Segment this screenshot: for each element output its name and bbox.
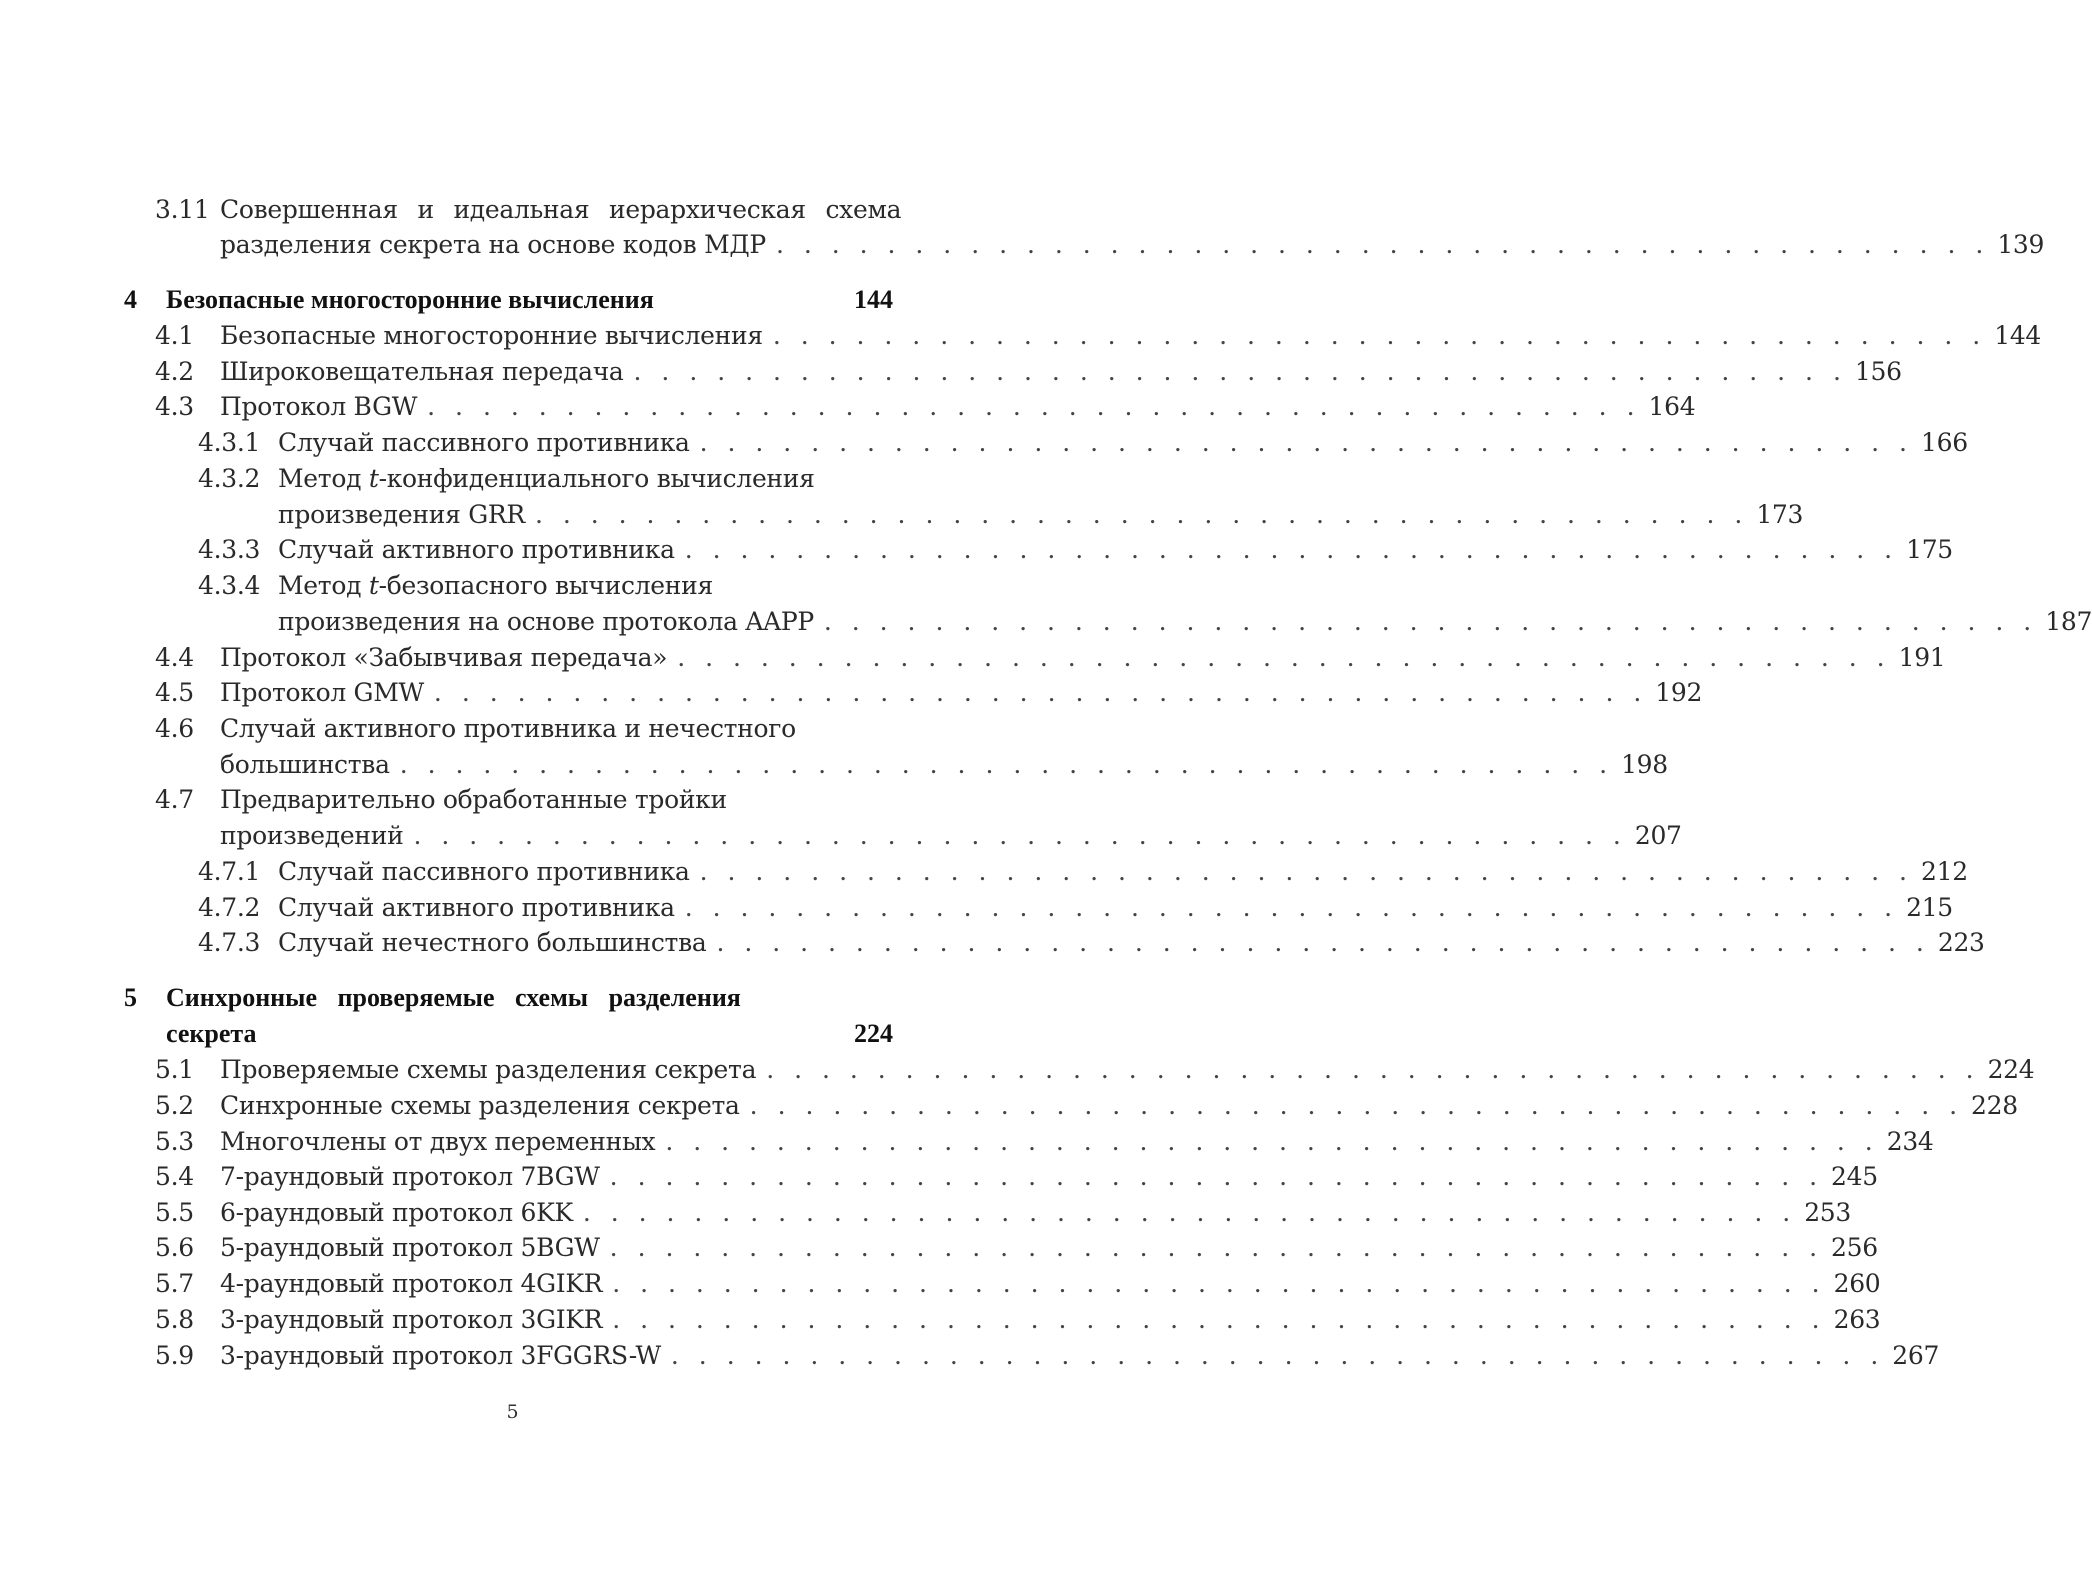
section-number: 4.4 [155,643,194,672]
toc-entry-4-5[interactable] [155,675,1703,711]
section-title: Случай активного противника [278,893,675,922]
chapter-title: Безопасные многосторонние вычисления [166,285,654,314]
section-number: 4.6 [155,714,194,743]
toc-entry-4-3-4-line1 [198,568,893,604]
toc-entry-4-3-3[interactable] [198,532,1953,568]
page-number: 212 [1921,857,1968,886]
section-number: 5.1 [155,1055,194,1084]
section-title: Случай пассивного противника [278,428,690,457]
dot-leader: . . . . . . . . . . . . . . . . . . . . . . . . . . . . . . . . . . . . . . . . . . . . [766,1055,1980,1084]
section-title: Случай активного противника [278,535,675,564]
section-title: 5-раундовый протокол 5BGW [220,1233,600,1262]
dot-leader: . . . . . . . . . . . . . . . . . . . . . . . . . . . . . . . . . . . . . . . . . . . . [413,821,1627,850]
section-title: Случай нечестного большинства [278,928,707,957]
section-title-cont: произведения GRR [278,500,525,529]
toc-chapter-4[interactable] [124,282,893,318]
page-number: 198 [1621,750,1668,779]
section-number: 5.4 [155,1162,194,1191]
page-number: 144 [1994,321,2042,350]
dot-leader: . . . . . . . . . . . . . . . . . . . . . . . . . . . . . . . . . . . . . . . . . . . . [823,607,2038,636]
dot-leader: . . . . . . . . . . . . . . . . . . . . . . . . . . . . . . . . . . . . . . . . . . . . [427,392,1641,421]
section-title: 3-раундовый протокол 3FGGRS-W [220,1341,661,1370]
toc-entry-5-9[interactable] [155,1338,1940,1374]
toc-entry-5-7[interactable] [155,1266,1881,1302]
toc-entry-4-7-line1 [155,782,893,818]
toc-entry-4-7-line2[interactable] [220,818,1682,854]
dot-leader: . . . . . . . . . . . . . . . . . . . . . . . . . . . . . . . . . . . . . . . . . . . . [684,535,1899,564]
toc-entry-4-6-line1 [155,711,893,747]
section-title: Протокол GMW [220,678,424,707]
toc-entry-5-5[interactable] [155,1195,1852,1231]
section-number: 4.2 [155,357,194,386]
toc-entry-4-2[interactable] [155,354,1902,390]
toc-entry-4-4[interactable] [155,640,1946,676]
section-title: Безопасные многосторонние вычисления [220,321,763,350]
page-number: 175 [1906,535,1953,564]
section-number: 4.7.1 [198,857,261,886]
page-number: 224 [854,1019,893,1048]
section-number: 5.7 [155,1269,194,1298]
section-number: 4.5 [155,678,194,707]
toc-entry-5-1[interactable] [155,1052,2035,1088]
page-number: 191 [1898,643,1946,672]
section-number: 3.11 [155,195,210,224]
section-number: 5.3 [155,1127,194,1156]
section-number: 5.2 [155,1091,194,1120]
page-number: 192 [1655,678,1703,707]
page-number: 187 [2045,607,2092,636]
section-title-cont: большинства [220,750,390,779]
section-title: 3-раундовый протокол 3GIKR [220,1305,603,1334]
section-title-cont: разделения секрета на основе кодов МДР [220,230,766,259]
section-title: Широковещательная передача [220,357,624,386]
toc-entry-4-7-1[interactable] [198,854,1968,890]
page-number: 234 [1886,1127,1934,1156]
chapter-title-cont: секрета [166,1019,257,1048]
section-title: 4-раундовый протокол 4GIKR [220,1269,603,1298]
toc-entry-4-3[interactable] [155,389,1696,425]
page-number: 156 [1854,357,1902,386]
dot-leader: . . . . . . . . . . . . . . . . . . . . . . . . . . . . . . . . . . . . . . . . . . . . [612,1305,1826,1334]
dot-leader: . . . . . . . . . . . . . . . . . . . . . . . . . . . . . . . . . . . . . . . . . . . . [609,1233,1824,1262]
page-number: 267 [1892,1341,1940,1370]
section-number: 4.3.1 [198,428,261,457]
section-number: 5.8 [155,1305,194,1334]
section-title: Предварительно обработанные тройки [220,785,727,814]
section-title: Совершенная и идеальная иерархическая схема [220,195,902,224]
toc-entry-4-1[interactable] [155,318,2042,354]
toc-entry-4-3-1[interactable] [198,425,1968,461]
page-number: 173 [1756,500,1804,529]
section-title: Синхронные схемы разделения секрета [220,1091,740,1120]
toc-chapter-5-line1 [124,980,893,1016]
section-number: 4.3.2 [198,464,261,493]
page-number: 263 [1833,1305,1881,1334]
section-number: 4.7 [155,785,194,814]
section-number: 4.1 [155,321,194,350]
toc-entry-3-11-line2[interactable] [220,227,2045,263]
page-number: 139 [1997,230,2045,259]
chapter-number: 5 [124,983,137,1012]
dot-leader: . . . . . . . . . . . . . . . . . . . . . . . . . . . . . . . . . . . . . . . . . . . . [749,1091,1964,1120]
dot-leader: . . . . . . . . . . . . . . . . . . . . . . . . . . . . . . . . . . . . . . . . . . . . [775,230,1990,259]
page-folio: 5 [506,1401,519,1423]
section-title: Проверяемые схемы разделения секрета [220,1055,757,1084]
section-title: Многочлены от двух переменных [220,1127,656,1156]
toc-entry-5-8[interactable] [155,1302,1881,1338]
toc-entry-4-7-2[interactable] [198,890,1953,926]
section-title: 7-раундовый протокол 7BGW [220,1162,600,1191]
section-number: 4.3.4 [198,571,261,600]
toc-entry-5-6[interactable] [155,1230,1878,1266]
page-number: 228 [1971,1091,2018,1120]
dot-leader: . . . . . . . . . . . . . . . . . . . . . . . . . . . . . . . . . . . . . . . . . . . . [399,750,1614,779]
page-number: 144 [854,285,893,314]
dot-leader: . . . . . . . . . . . . . . . . . . . . . . . . . . . . . . . . . . . . . . . . . . . . [670,1341,1885,1370]
toc-entry-5-4[interactable] [155,1159,1878,1195]
dot-leader: . . . . . . . . . . . . . . . . . . . . . . . . . . . . . . . . . . . . . . . . . . . . [684,893,1899,922]
chapter-title: Синхронные проверяемые схемы разделения [166,983,741,1012]
section-title: Протокол «Забывчивая передача» [220,643,668,672]
dot-leader: . . . . . . . . . . . . . . . . . . . . . . . . . . . . . . . . . . . . . . . . . . . . [716,928,1930,957]
toc-entry-4-6-line2[interactable] [220,747,1668,783]
section-number: 4.7.3 [198,928,261,957]
dot-leader: . . . . . . . . . . . . . . . . . . . . . . . . . . . . . . . . . . . . . . . . . . . . [633,357,1847,386]
page-number: 253 [1804,1198,1852,1227]
section-number: 4.7.2 [198,893,261,922]
page-number: 215 [1906,893,1953,922]
toc-entry-4-3-2-line2[interactable] [278,497,1804,533]
dot-leader: . . . . . . . . . . . . . . . . . . . . . . . . . . . . . . . . . . . . . . . . . . . . [609,1162,1824,1191]
toc-entry-5-3[interactable] [155,1124,1934,1160]
toc-entry-4-7-3[interactable] [198,925,1985,961]
section-number: 4.3.3 [198,535,261,564]
page-number: 256 [1831,1233,1878,1262]
section-number: 4.3 [155,392,194,421]
section-title-cont: произведения на основе протокола AAPP [278,607,814,636]
toc-entry-5-2[interactable] [155,1088,2018,1124]
dot-leader: . . . . . . . . . . . . . . . . . . . . . . . . . . . . . . . . . . . . . . . . . . . . [677,643,1891,672]
page-number: 245 [1831,1162,1878,1191]
toc-entry-4-3-2-line1 [198,461,893,497]
section-number: 5.6 [155,1233,194,1262]
section-title: Случай пассивного противника [278,857,690,886]
section-title: Случай активного противника и нечестного [220,714,796,743]
dot-leader: . . . . . . . . . . . . . . . . . . . . . . . . . . . . . . . . . . . . . . . . . . . . [772,321,1987,350]
dot-leader: . . . . . . . . . . . . . . . . . . . . . . . . . . . . . . . . . . . . . . . . . . . . [612,1269,1826,1298]
section-title: Метод t-конфиденциального вычисления [278,464,815,493]
page-number: 260 [1833,1269,1881,1298]
page-number: 223 [1937,928,1985,957]
toc-entry-3-11-line1 [155,192,902,228]
dot-leader: . . . . . . . . . . . . . . . . . . . . . . . . . . . . . . . . . . . . . . . . . . . . [665,1127,1879,1156]
dot-leader: . . . . . . . . . . . . . . . . . . . . . . . . . . . . . . . . . . . . . . . . . . . . [582,1198,1797,1227]
toc-entry-4-3-4-line2[interactable] [278,604,2092,640]
chapter-number: 4 [124,285,137,314]
dot-leader: . . . . . . . . . . . . . . . . . . . . . . . . . . . . . . . . . . . . . . . . . . . . [433,678,1648,707]
page-number: 166 [1921,428,1968,457]
dot-leader: . . . . . . . . . . . . . . . . . . . . . . . . . . . . . . . . . . . . . . . . . . . . [699,428,1913,457]
page-number: 207 [1634,821,1682,850]
page-number: 164 [1648,392,1696,421]
section-number: 5.5 [155,1198,194,1227]
dot-leader: . . . . . . . . . . . . . . . . . . . . . . . . . . . . . . . . . . . . . . . . . . . . [699,857,1913,886]
page-number: 224 [1987,1055,2035,1084]
section-title-cont: произведений [220,821,404,850]
section-title: Протокол BGW [220,392,418,421]
toc-chapter-5-line2[interactable] [166,1016,893,1052]
section-title: 6-раундовый протокол 6KK [220,1198,573,1227]
dot-leader: . . . . . . . . . . . . . . . . . . . . . . . . . . . . . . . . . . . . . . . . . . . . [534,500,1749,529]
section-number: 5.9 [155,1341,194,1370]
section-title: Метод t-безопасного вычисления [278,571,713,600]
